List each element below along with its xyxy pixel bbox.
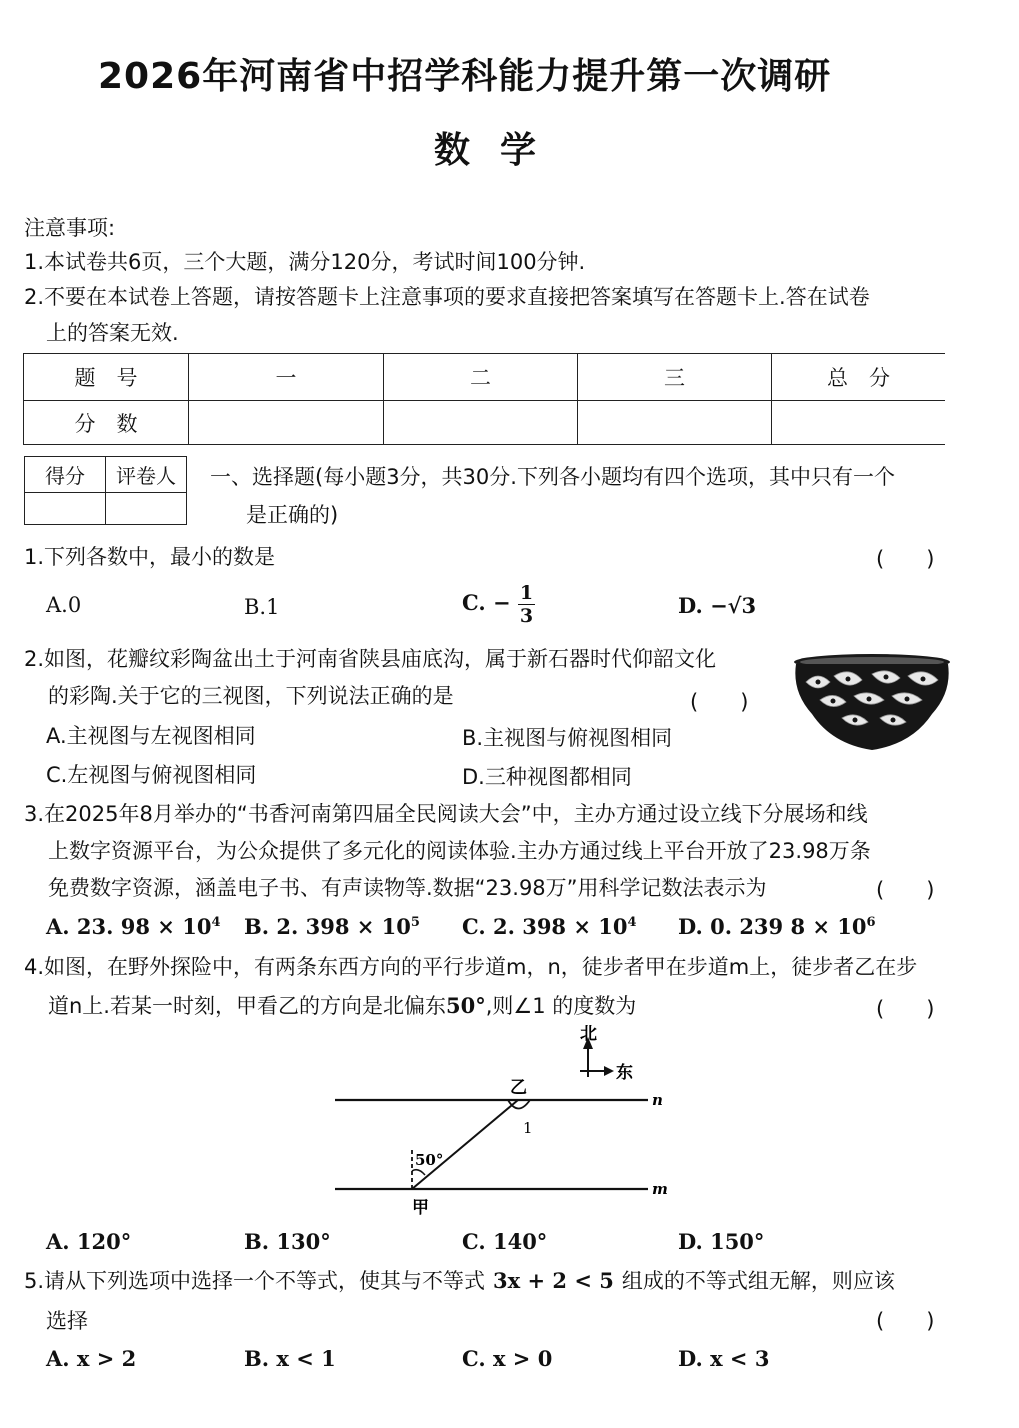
q1-option-d: D. −√3 [678,593,757,618]
q4-stem-line2-a: 道n上.若某一时刻，甲看乙的方向是北偏东 [48,994,446,1018]
q4-angle-value: 50° [445,993,486,1018]
label-m: m [652,1180,668,1198]
q4-stem-line2 [48,990,636,1020]
angle-50-arc [412,1170,425,1175]
q3-option-a-exp: 4 [211,915,221,930]
notice-item-1: 1.本试卷共6页，三个大题，满分120分，考试时间100分钟. [24,250,586,274]
score-table [23,353,945,445]
q2-option-d: D.三种视图都相同 [462,765,632,789]
q1-answer-paren: ( ) [876,547,935,571]
grader-table [24,456,187,525]
q5-option-b: B. x < 1 [244,1346,336,1371]
q4-answer-paren: ( ) [876,997,935,1021]
score-header-label: 题 号 [24,354,189,401]
q2-option-b: B.主视图与俯视图相同 [462,726,673,750]
q3-option-d-base: D. 0. 239 8 × 10 [678,914,867,939]
label-n: n [652,1091,663,1109]
score-cell-2 [384,401,578,445]
q5-stem-line1 [24,1265,895,1295]
north-label: 北 [580,1025,597,1044]
exam-title: 2026年河南省中招学科能力提升第一次调研 [98,56,832,97]
q4-option-b: B. 130° [244,1229,331,1254]
point-jia-label: 甲 [412,1198,429,1218]
q5-option-c: C. x > 0 [462,1346,553,1371]
q3-option-c-exp: 4 [627,915,637,930]
q3-option-d-exp: 6 [866,915,876,930]
score-header-2: 二 [384,354,578,401]
grader-name-cell [106,493,187,525]
q5-answer-paren: ( ) [876,1309,935,1333]
score-header-1: 一 [189,354,384,401]
q3-option-a [46,914,220,939]
q5-stem-line2: 选择 [46,1309,88,1333]
q1-option-c-numerator: 1 [519,582,534,604]
q1-option-c-denominator: 3 [519,605,534,627]
score-cell-1 [189,401,384,445]
east-arrow-head [604,1066,614,1076]
q5-option-d: D. x < 3 [678,1346,770,1371]
score-cell-3 [578,401,772,445]
q1-option-b: B.1 [244,595,280,619]
q3-option-b [244,914,420,939]
east-label: 东 [616,1063,633,1083]
notice-item-2-line2: 上的答案无效. [46,321,179,345]
q5-stem-line1-c: 组成的不等式组无解，则应该 [621,1269,895,1293]
notice-heading: 注意事项: [24,216,116,240]
q2-option-a: A.主视图与左视图相同 [46,724,256,748]
q2-stem-line2: 的彩陶.关于它的三视图，下列说法正确的是 [48,684,454,708]
q2-stem-line1: 2.如图，花瓣纹彩陶盆出土于河南省陕县庙底沟，属于新石器时代仰韶文化 [24,647,717,671]
q3-option-d [678,914,876,939]
angle-50-label: 50° [415,1151,444,1169]
angle-1-arc [508,1100,530,1109]
q3-answer-paren: ( ) [876,878,935,902]
angle-1-label: 1 [523,1119,533,1137]
q5-stem-line1-a: 5.请从下列选项中选择一个不等式，使其与不等式 [24,1269,486,1293]
q4-figure [330,1025,680,1220]
q3-stem-line3: 免费数字资源，涵盖电子书、有声读物等.数据“23.98万”用科学记数法表示为 [48,876,767,900]
q2-answer-paren: ( ) [690,690,749,714]
q3-option-c-base: C. 2. 398 × 10 [462,914,628,939]
q2-option-c: C.左视图与俯视图相同 [46,763,257,787]
point-yi-label: 乙 [510,1078,527,1098]
q4-option-d: D. 150° [678,1229,765,1254]
score-cell-total [772,401,946,445]
q1-option-c-fraction [518,582,535,627]
q4-option-a: A. 120° [46,1229,132,1254]
q3-option-c [462,914,637,939]
pottery-bowl-image [792,652,952,754]
q5-option-a: A. x > 2 [46,1346,137,1371]
score-row-label: 分 数 [24,401,189,445]
grader-name-label: 评卷人 [106,457,187,493]
grader-score-cell [25,493,106,525]
q5-inequality: 3x + 2 < 5 [493,1268,614,1293]
score-header-total: 总 分 [772,354,946,401]
score-header-3: 三 [578,354,772,401]
q3-option-b-exp: 5 [410,915,420,930]
q4-stem-line2-c: ,则∠1 的度数为 [485,994,637,1018]
grader-score-label: 得分 [25,457,106,493]
q3-stem-line2: 上数字资源平台，为公众提供了多元化的阅读体验.主办方通过线上平台开放了23.98万条 [48,839,871,863]
subject-title: 数学 [434,130,567,171]
notice-item-2-line1: 2.不要在本试卷上答题，请按答题卡上注意事项的要求直接把答案填写在答题卡上.答在试卷 [24,285,870,309]
q1-option-c [462,582,535,627]
q3-stem-line1: 3.在2025年8月举办的“书香河南第四届全民阅读大会”中，主办方通过设立线下分展场和线 [24,802,868,826]
q4-stem-line1: 4.如图，在野外探险中，有两条东西方向的平行步道m，n，徒步者甲在步道m上，徒步者乙在步 [24,955,918,979]
section1-heading-line2: 是正确的) [246,503,339,527]
q1-option-a: A.0 [46,593,82,617]
q3-option-b-base: B. 2. 398 × 10 [244,914,411,939]
q1-stem: 1.下列各数中，最小的数是 [24,545,276,569]
q3-option-a-base: A. 23. 98 × 10 [46,914,212,939]
section1-heading-line1: 一、选择题(每小题3分，共30分.下列各小题均有四个选项，其中只有一个 [210,465,895,489]
q4-option-c: C. 140° [462,1229,548,1254]
q1-option-c-prefix: C. − [462,590,511,615]
segment-jia-yi [412,1100,518,1189]
